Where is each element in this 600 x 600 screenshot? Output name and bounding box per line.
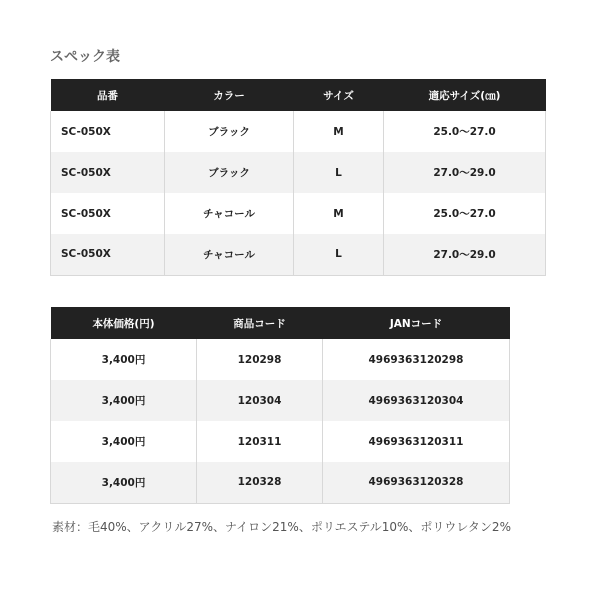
cell-jan-code: 4969363120311 (323, 421, 510, 462)
cell-fit-size: 27.0〜29.0 (384, 234, 546, 275)
table-row (51, 152, 546, 193)
cell-size: M (294, 111, 384, 152)
cell-jan-code: 4969363120328 (323, 462, 510, 503)
cell-product-number: SC-050X (51, 193, 165, 234)
table-row (51, 462, 510, 503)
cell-size: L (294, 152, 384, 193)
cell-color: チャコール (165, 193, 294, 234)
cell-product-number: SC-050X (51, 111, 165, 152)
cell-jan-code: 4969363120304 (323, 380, 510, 421)
cell-price: 3,400円 (51, 380, 197, 421)
table-row (51, 234, 546, 275)
material-note: 素材：毛40%、アクリル27%、ナイロン21%、ポリエステル10%、ポリウレタン2% (52, 520, 511, 534)
cell-product-code: 120298 (197, 339, 323, 380)
header-color: カラー (165, 79, 294, 111)
cell-fit-size: 25.0〜27.0 (384, 111, 546, 152)
table-row (51, 339, 510, 380)
cell-fit-size: 25.0〜27.0 (384, 193, 546, 234)
price-table-header-row (51, 307, 510, 339)
table-row (51, 380, 510, 421)
cell-price: 3,400円 (51, 421, 197, 462)
page-title: スペック表 (50, 49, 120, 65)
cell-color: ブラック (165, 111, 294, 152)
header-product-code: 商品コード (197, 307, 323, 339)
cell-fit-size: 27.0〜29.0 (384, 152, 546, 193)
table-row (51, 193, 546, 234)
table-row (51, 421, 510, 462)
cell-product-code: 120304 (197, 380, 323, 421)
cell-color: チャコール (165, 234, 294, 275)
table-row (51, 111, 546, 152)
cell-color: ブラック (165, 152, 294, 193)
cell-size: M (294, 193, 384, 234)
cell-price: 3,400円 (51, 462, 197, 503)
cell-product-code: 120328 (197, 462, 323, 503)
header-jan-code: JANコード (323, 307, 510, 339)
header-size: サイズ (294, 79, 384, 111)
cell-price: 3,400円 (51, 339, 197, 380)
price-table (50, 307, 510, 504)
header-fit-size: 適応サイズ(㎝) (384, 79, 546, 111)
spec-table-header-row (51, 79, 546, 111)
cell-size: L (294, 234, 384, 275)
spec-table (50, 79, 546, 276)
cell-jan-code: 4969363120298 (323, 339, 510, 380)
cell-product-number: SC-050X (51, 152, 165, 193)
cell-product-code: 120311 (197, 421, 323, 462)
cell-product-number: SC-050X (51, 234, 165, 275)
header-price: 本体価格(円) (51, 307, 197, 339)
header-product-number: 品番 (51, 79, 165, 111)
